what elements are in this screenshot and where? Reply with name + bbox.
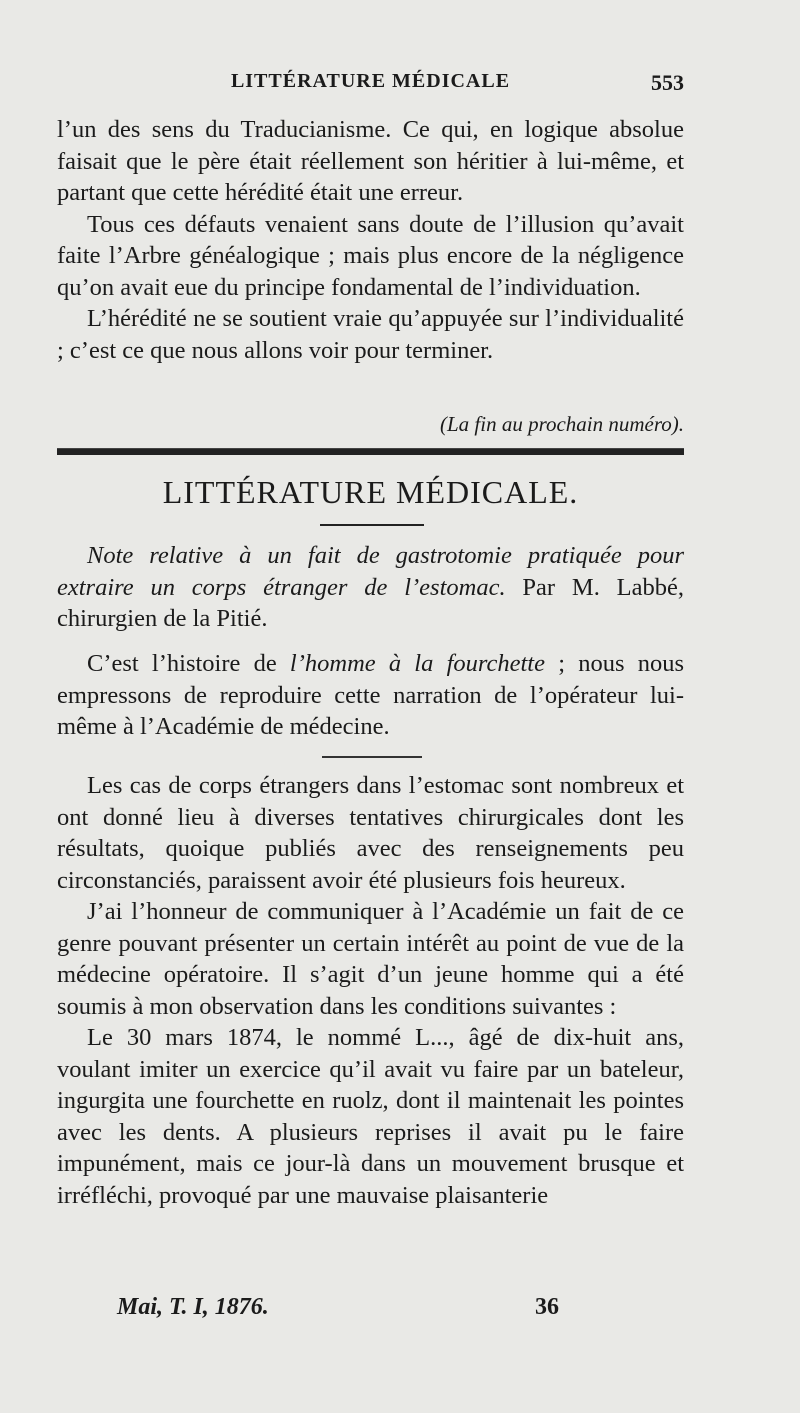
paragraph: J’ai l’honneur de communiquer à l’Académie un fait de ce genre pouvant présenter un certain intérêt au point de vue de la médecine opératoire. Il s’agit d’un jeune homme qui a été soumis à mon observation dans les conditions suivantes : (57, 898, 684, 1020)
intro-text (57, 648, 684, 743)
paragraph: l’un des sens du Traducianisme. Ce qui, en logique absolue faisait que le père était réellement son héritier à lui-même, et partant que cette hérédité était une erreur. (57, 116, 684, 206)
intro-before: C’est l’histoire de (87, 650, 290, 677)
article-title: Note relative à un fait de gastrotomie pratiquée pour extraire un corps étranger de l’estomac. (57, 542, 684, 601)
article-heading-text (57, 540, 684, 635)
continuation-note: (La fin au prochain numéro). (439, 412, 684, 436)
page-number: 553 (651, 70, 684, 95)
article-heading (57, 540, 684, 635)
intro-italic: l’homme à la fourchette (289, 650, 545, 677)
paragraph: Tous ces défauts venaient sans doute de l’illusion qu’avait faite l’Arbre généalogique ; mais plus encore de la négligence qu’on avait eue du principe fondamental de l’individuation. (57, 210, 684, 301)
opening-text (57, 114, 684, 366)
separator-rule (322, 756, 422, 758)
running-title: LITTÉRATURE MÉDICALE (230, 70, 511, 92)
paragraph: L’hérédité ne se soutient vraie qu’appuyée sur l’individualité ; c’est ce que nous allons voir pour terminer. (57, 305, 684, 364)
paragraph: Les cas de corps étrangers dans l’estomac sont nombreux et ont donné lieu à diverses tentatives chirurgicales dont les résultats, quoique publiés avec des renseignements peu circonstanciés, paraissent avoir été plusieurs fois heureux. (57, 772, 684, 894)
page-header (57, 70, 684, 100)
paragraph: Le 30 mars 1874, le nommé L..., âgé de dix-huit ans, voulant imiter un exercice qu’il avait vu faire par un bateleur, ingurgita une fourchette en ruolz, dont il maintenait les pointes avec les dents. A plusieurs reprises il avait pu le faire impunément, mais ce jour-là dans un mouvement brusque et irréfléchi, provoqué par une mauvaise plaisanterie (57, 1024, 684, 1209)
section-divider (57, 448, 684, 455)
body-text (57, 770, 684, 1211)
paragraph (57, 648, 684, 743)
article-author: Par M. Labbé, chirurgien de la Pitié. (57, 573, 684, 632)
page-footer (57, 1294, 684, 1326)
issue-date: Mai, T. I, 1876. (117, 1294, 269, 1320)
section-title: LITTÉRATURE MÉDICALE. (162, 474, 579, 510)
signature-mark: 36 (535, 1294, 559, 1320)
title-underline (320, 524, 424, 526)
intro-after: ; nous nous empressons de reproduire cette narration de l’opérateur lui-même à l’Académie de médecine. (57, 650, 684, 740)
